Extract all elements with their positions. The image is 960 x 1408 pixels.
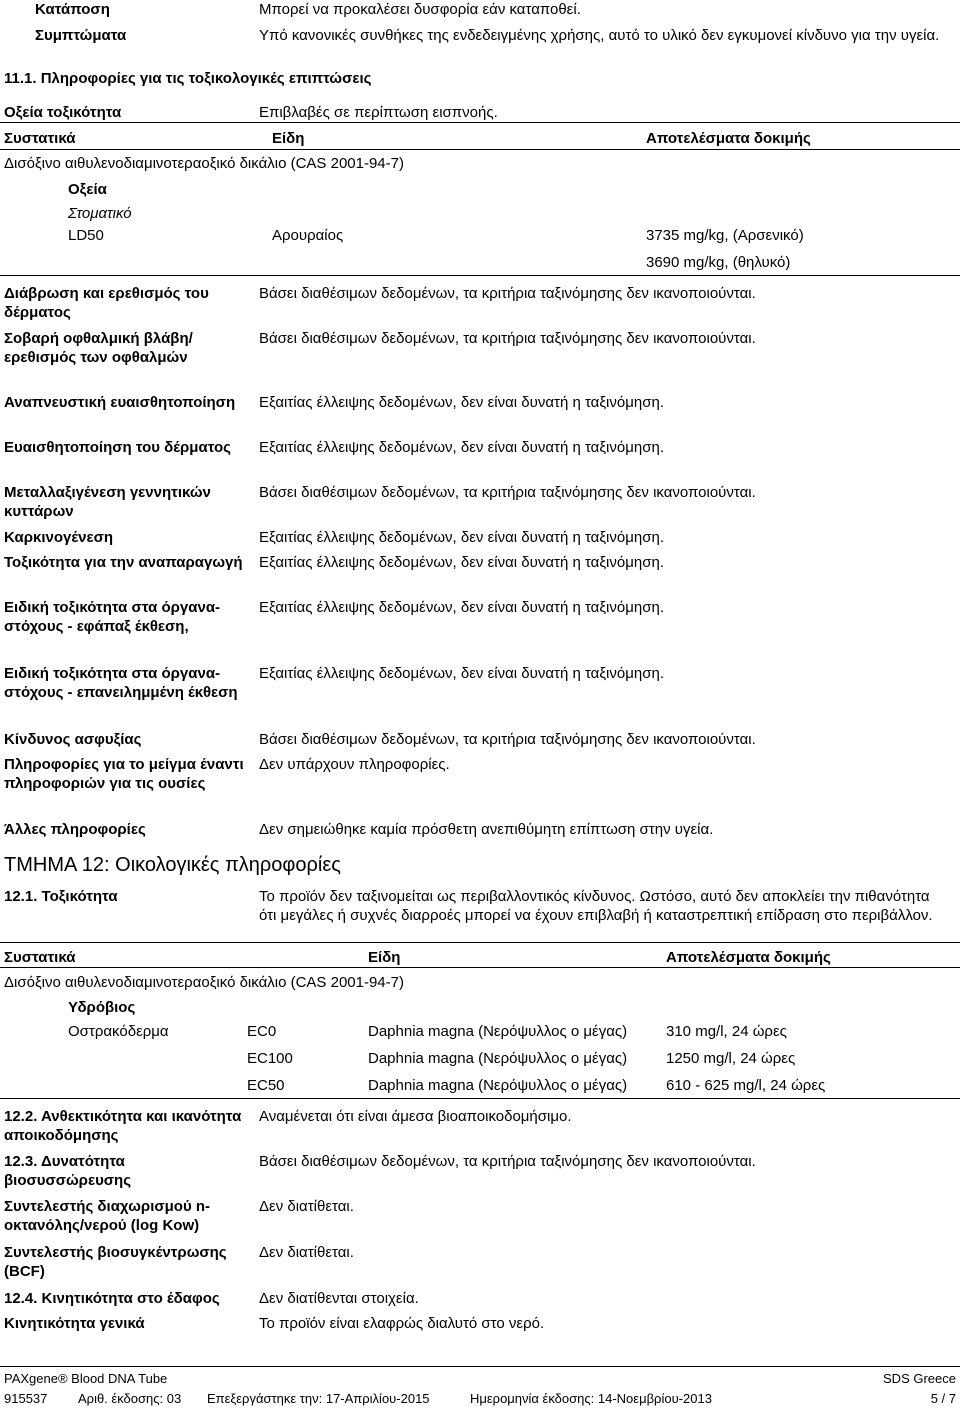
eco-result: 1250 mg/l, 24 ώρες bbox=[666, 1050, 796, 1067]
ingestion-label: Κατάποση bbox=[35, 1, 110, 18]
eco-prop-value: Δεν διατίθεται. bbox=[259, 1244, 354, 1261]
hazard-label: Σοβαρή οφθαλμική βλάβη/ερεθισμός των οφθαλμών bbox=[4, 330, 193, 366]
hazard-value: Βάσει διαθέσιμων δεδομένων, τα κριτήρια ταξινόμησης δεν ικανοποιούνται. bbox=[259, 285, 756, 302]
eco-prop-value: Αναμένεται ότι είναι άμεσα βιοαποικοδομήσιμο. bbox=[259, 1108, 572, 1125]
eco-prop-label: Κινητικότητα γενικά bbox=[4, 1315, 145, 1332]
hazard-value: Βάσει διαθέσιμων δεδομένων, τα κριτήρια ταξινόμησης δεν ικανοποιούνται. bbox=[259, 484, 756, 501]
hazard-value: Εξαιτίας έλλειψης δεδομένων, δεν είναι δυνατή η ταξινόμηση. bbox=[259, 394, 664, 411]
tox-result-female: 3690 mg/kg, (θηλυκό) bbox=[646, 254, 791, 271]
symptoms-value: Υπό κανονικές συνθήκες της ενδεδειγμένης χρήσης, αυτό το υλικό δεν εγκυμονεί κίνδυνο για την υγεία. bbox=[259, 27, 940, 44]
footer-processed-date: Επεξεργάστηκε την: 17-Απριλίου-2015 bbox=[207, 1391, 430, 1406]
hazard-label: Ειδική τοξικότητα στα όργανα-στόχους - εφάπαξ έκθεση, bbox=[4, 599, 221, 635]
footer-sds: SDS Greece bbox=[883, 1371, 956, 1386]
eco-group: Υδρόβιος bbox=[68, 999, 136, 1016]
ecotoxicity-value: Το προϊόν δεν ταξινομείται ως περιβαλλοντικός κίνδυνος. Ωστόσο, αυτό δεν αποκλείει την πιθανότητα ότι μεγάλες ή συχνές διαρροές μπορεί να έχουν επιβλαβή ή καταστρεπτική επίδραση στο περιβάλλον. bbox=[259, 888, 933, 924]
tox-substance: Δισόξινο αιθυλενοδιαμινοτεραοξικό δικάλιο (CAS 2001-94-7) bbox=[4, 155, 404, 172]
footer-code: 915537 bbox=[4, 1391, 48, 1406]
hazard-label: Μεταλλαξιγένεση γεννητικών κυττάρων bbox=[4, 484, 211, 520]
eco-col-components: Συστατικά bbox=[4, 949, 76, 966]
hazard-value: Εξαιτίας έλλειψης δεδομένων, δεν είναι δυνατή η ταξινόμηση. bbox=[259, 665, 664, 682]
footer-divider bbox=[0, 1366, 960, 1367]
eco-col-results: Αποτελέσματα δοκιμής bbox=[666, 949, 831, 966]
hazard-value: Δεν υπάρχουν πληροφορίες. bbox=[259, 756, 450, 773]
divider bbox=[0, 122, 960, 123]
tox-result-male: 3735 mg/kg, (Αρσενικό) bbox=[646, 227, 804, 244]
tox-species: Αρουραίος bbox=[272, 227, 344, 244]
hazard-label: Πληροφορίες για το μείγμα έναντι πληροφοριών για τις ουσίες bbox=[4, 756, 244, 792]
eco-result: 310 mg/l, 24 ώρες bbox=[666, 1023, 787, 1040]
divider bbox=[0, 149, 960, 150]
symptoms-label: Συμπτώματα bbox=[35, 27, 127, 44]
hazard-value: Δεν σημειώθηκε καμία πρόσθετη ανεπιθύμητη επίπτωση στην υγεία. bbox=[259, 821, 714, 838]
divider bbox=[0, 275, 960, 276]
hazard-label: Ειδική τοξικότητα στα όργανα-στόχους - επανειλημμένη έκθεση bbox=[4, 665, 238, 701]
tox-group: Οξεία bbox=[68, 181, 107, 198]
ingestion-value: Μπορεί να προκαλέσει δυσφορία εάν καταποθεί. bbox=[259, 1, 581, 18]
footer-product: PAXgene® Blood DNA Tube bbox=[4, 1371, 168, 1386]
tox-col-results: Αποτελέσματα δοκιμής bbox=[646, 130, 811, 147]
eco-prop-label: Συντελεστής βιοσυγκέντρωσης (BCF) bbox=[4, 1244, 227, 1280]
hazard-label: Διάβρωση και ερεθισμός του δέρματος bbox=[4, 285, 209, 321]
hazard-value: Εξαιτίας έλλειψης δεδομένων, δεν είναι δυνατή η ταξινόμηση. bbox=[259, 554, 664, 571]
tox-col-species: Είδη bbox=[272, 130, 305, 147]
ecotoxicity-label: 12.1. Τοξικότητα bbox=[4, 888, 118, 905]
tox-route: Στοματικό bbox=[68, 205, 132, 222]
eco-prop-value: Βάσει διαθέσιμων δεδομένων, τα κριτήρια ταξινόμησης δεν ικανοποιούνται. bbox=[259, 1153, 756, 1170]
eco-col-species: Είδη bbox=[368, 949, 401, 966]
eco-test: EC0 bbox=[247, 1023, 277, 1040]
eco-species: Daphnia magna (Νερόψυλλος ο μέγας) bbox=[368, 1050, 628, 1067]
acute-toxicity-label: Οξεία τοξικότητα bbox=[4, 104, 122, 121]
divider bbox=[0, 942, 960, 943]
tox-test: LD50 bbox=[68, 227, 104, 244]
eco-prop-value: Δεν διατίθενται στοιχεία. bbox=[259, 1290, 419, 1307]
footer-issue-date: Ημερομηνία έκδοσης: 14-Νοεμβρίου-2013 bbox=[470, 1391, 712, 1406]
hazard-label: Αναπνευστική ευαισθητοποίηση bbox=[4, 394, 236, 411]
footer-revision: Αριθ. έκδοσης: 03 bbox=[78, 1391, 182, 1406]
hazard-label: Κίνδυνος ασφυξίας bbox=[4, 731, 142, 748]
hazard-value: Βάσει διαθέσιμων δεδομένων, τα κριτήρια ταξινόμησης δεν ικανοποιούνται. bbox=[259, 330, 756, 347]
eco-category: Οστρακόδερμα bbox=[68, 1023, 169, 1040]
hazard-value: Βάσει διαθέσιμων δεδομένων, τα κριτήρια ταξινόμησης δεν ικανοποιούνται. bbox=[259, 731, 756, 748]
eco-prop-label: 12.2. Ανθεκτικότητα και ικανότητα αποικοδόμησης bbox=[4, 1108, 242, 1144]
acute-toxicity-value: Επιβλαβές σε περίπτωση εισπνοής. bbox=[259, 104, 498, 121]
eco-test: EC100 bbox=[247, 1050, 293, 1067]
eco-substance: Δισόξινο αιθυλενοδιαμινοτεραοξικό δικάλιο (CAS 2001-94-7) bbox=[4, 974, 404, 991]
eco-species: Daphnia magna (Νερόψυλλος ο μέγας) bbox=[368, 1077, 628, 1094]
divider bbox=[0, 1098, 960, 1099]
hazard-label: Καρκινογένεση bbox=[4, 529, 114, 546]
hazard-label: Ευαισθητοποίηση του δέρματος bbox=[4, 439, 231, 456]
tox-col-components: Συστατικά bbox=[4, 130, 76, 147]
eco-prop-value: Το προϊόν είναι ελαφρώς διαλυτό στο νερό. bbox=[259, 1315, 545, 1332]
section-12-title: ΤΜΗΜΑ 12: Οικολογικές πληροφορίες bbox=[4, 854, 341, 876]
eco-prop-value: Δεν διατίθεται. bbox=[259, 1198, 354, 1215]
eco-result: 610 - 625 mg/l, 24 ώρες bbox=[666, 1077, 826, 1094]
eco-prop-label: 12.4. Κινητικότητα στο έδαφος bbox=[4, 1290, 220, 1307]
hazard-value: Εξαιτίας έλλειψης δεδομένων, δεν είναι δυνατή η ταξινόμηση. bbox=[259, 439, 664, 456]
hazard-label: Άλλες πληροφορίες bbox=[4, 821, 146, 838]
eco-test: EC50 bbox=[247, 1077, 285, 1094]
eco-prop-label: Συντελεστής διαχωρισμού n-οκτανόλης/νερού (log Kow) bbox=[4, 1198, 211, 1234]
eco-prop-label: 12.3. Δυνατότητα βιοσυσσώρευσης bbox=[4, 1153, 132, 1189]
hazard-value: Εξαιτίας έλλειψης δεδομένων, δεν είναι δυνατή η ταξινόμηση. bbox=[259, 529, 664, 546]
hazard-value: Εξαιτίας έλλειψης δεδομένων, δεν είναι δυνατή η ταξινόμηση. bbox=[259, 599, 664, 616]
section-11-1-heading: 11.1. Πληροφορίες για τις τοξικολογικές επιπτώσεις bbox=[4, 70, 372, 87]
eco-species: Daphnia magna (Νερόψυλλος ο μέγας) bbox=[368, 1023, 628, 1040]
divider bbox=[0, 967, 960, 968]
page-number: 5 / 7 bbox=[930, 1391, 956, 1406]
hazard-label: Τοξικότητα για την αναπαραγωγή bbox=[4, 554, 243, 571]
